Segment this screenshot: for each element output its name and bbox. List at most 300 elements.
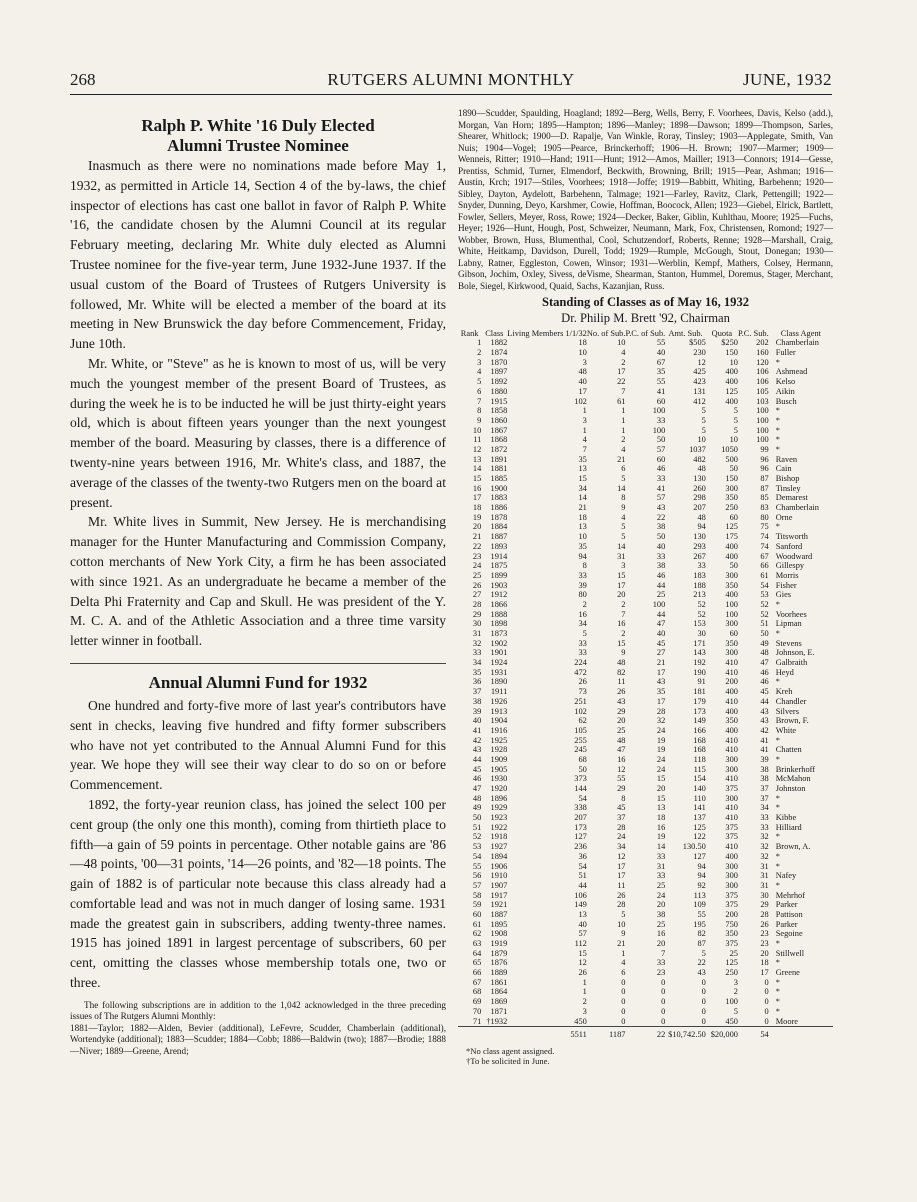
table-cell: 33 — [697, 561, 706, 571]
table-cell: Demarest — [775, 493, 808, 503]
table-cell: 55 — [697, 909, 706, 919]
table-cell: 1908 — [490, 929, 508, 939]
table-row — [458, 571, 833, 581]
table-cell: 1 — [621, 406, 626, 416]
table-cell: 38 — [656, 561, 666, 571]
table-cell: 49 — [472, 803, 482, 813]
table-cell: 224 — [574, 658, 587, 668]
table-cell: 75 — [760, 522, 769, 532]
table-cell: 48 — [697, 512, 706, 522]
table-cell: 57 — [656, 444, 666, 454]
table-cell: 16 — [617, 754, 626, 764]
table-cell: 40 — [656, 348, 666, 358]
table-row — [458, 629, 833, 639]
table-cell: 14 — [656, 842, 666, 852]
table-cell: 750 — [725, 919, 738, 929]
table-cell: 1916 — [490, 725, 508, 735]
table-cell: 1 — [621, 425, 626, 435]
table-cell: 2 — [582, 997, 587, 1007]
table-cell: 55 — [656, 377, 666, 387]
table-cell: 1867 — [490, 425, 508, 435]
table-cell: 251 — [574, 696, 587, 706]
table-cell: 35 — [656, 687, 666, 697]
table-cell: 30 — [472, 619, 482, 629]
table-cell: 22 — [697, 958, 706, 968]
standings-chairman: Dr. Philip M. Brett '92, Chairman — [561, 311, 730, 325]
table-cell: White — [775, 725, 797, 735]
table-cell: 31 — [472, 629, 482, 639]
table-cell: 33 — [656, 474, 666, 484]
table-cell: 46 — [760, 667, 769, 677]
table-cell: 5 — [701, 948, 706, 958]
table-cell: 46 — [656, 464, 666, 474]
table-cell: 40 — [578, 919, 587, 929]
table-cell: Heyd — [775, 667, 794, 677]
table-cell: 54 — [472, 851, 482, 861]
table-cell: 1886 — [490, 503, 508, 513]
table-cell: 38 — [760, 774, 769, 784]
table-cell: 44 — [656, 609, 666, 619]
table-cell: 410 — [725, 842, 738, 852]
table-cell: 300 — [725, 764, 738, 774]
table-cell: 213 — [693, 590, 706, 600]
table-row — [458, 522, 833, 532]
table-cell: 33 — [656, 958, 666, 968]
table-cell: 1919 — [490, 939, 508, 949]
table-cell: 137 — [693, 813, 706, 823]
table-cell: 1904 — [490, 716, 508, 726]
table-cell: 12 — [578, 958, 587, 968]
table-cell: 375 — [725, 832, 738, 842]
table-cell: 192 — [693, 658, 706, 668]
table-cell: 67 — [656, 357, 666, 367]
table-cell: Gies — [775, 590, 792, 600]
left-column — [70, 108, 446, 1057]
table-cell: 36 — [472, 677, 482, 687]
table-cell: 36 — [578, 851, 587, 861]
table-cell: 18 — [578, 338, 587, 348]
table-cell: 102 — [574, 706, 587, 716]
table-cell: 80 — [578, 590, 587, 600]
table-cell: 23 — [656, 968, 666, 978]
table-cell: 100 — [725, 997, 738, 1007]
table-cell: 2 — [621, 435, 626, 445]
table-cell: 171 — [693, 638, 706, 648]
table-cell: 13 — [578, 522, 587, 532]
table-cell: 410 — [725, 774, 738, 784]
table-row — [458, 610, 833, 620]
table-cell: 46 — [760, 677, 769, 687]
table-cell: 40 — [472, 716, 482, 726]
table-cell: 31 — [760, 880, 769, 890]
table-cell: 15 — [472, 474, 482, 484]
table-cell: 1874 — [490, 348, 508, 358]
table-cell: Lipman — [775, 619, 802, 629]
table-cell: * — [775, 406, 780, 416]
table-cell: 46 — [656, 570, 666, 580]
table-cell: 67 — [760, 551, 769, 561]
table-cell: †1932 — [486, 1016, 508, 1026]
table-cell: 175 — [725, 532, 738, 542]
article-title-line-2: Alumni Trustee Nominee — [167, 136, 349, 155]
table-cell: 46 — [472, 774, 482, 784]
table-cell: 300 — [725, 570, 738, 580]
table-cell: Woodward — [775, 551, 813, 561]
table-cell: 35 — [472, 667, 482, 677]
column-header: Quota — [711, 329, 733, 338]
total-cell: 22 — [625, 1027, 665, 1040]
table-row — [458, 387, 833, 397]
table-cell: 1858 — [490, 406, 508, 416]
table-cell: * — [775, 522, 780, 532]
table-cell: 10 — [578, 348, 587, 358]
table-cell: 83 — [760, 503, 769, 513]
table-cell: 1868 — [490, 435, 508, 445]
table-row — [458, 745, 833, 755]
table-cell: 66 — [472, 968, 482, 978]
table-cell: Brown, A. — [775, 842, 811, 852]
table-cell: 43 — [697, 968, 706, 978]
total-cell: $10,742.50 — [665, 1027, 706, 1040]
table-cell: 29 — [472, 609, 482, 619]
table-row — [458, 716, 833, 726]
table-cell: 207 — [693, 503, 706, 513]
table-row — [458, 503, 833, 513]
table-cell: 0 — [621, 987, 626, 997]
table-cell: 100 — [652, 406, 666, 416]
table-cell: 1913 — [490, 706, 508, 716]
table-cell: 3 — [477, 357, 482, 367]
table-cell: Busch — [775, 396, 797, 406]
table-cell: 17 — [656, 667, 666, 677]
subscriptions-list-continued: 1890—Scudder, Spaulding, Hoagland; 1892—Berg, Wells, Berry, F. Voorhees, Davis, Kelso (add.), Morgan, Van Horn; 1895—Hampton; 1896—Manley; 1898—Dawson; 1899—Thompson, Sarles, Shearer, Whitlock; 1900—D. Rapalje, Van Winkle, Roray, Tinsley; 1903—Applegate, Smith, Van Nuis; 1904—Vogel; 1905—Pearce, Brinckerhoff; 1906—H. Brown; 1907—Marmer; 1909—Wenneis, Ritter; 1910—Hand; 1911—Hunt; 1912—Amos, Mailler; 1913—Connors; 1914—Gesse, Prentiss, Schmid, Turner, Elmendorf, Beckwith, Browning, Brill; 1915—Pear, Ashman; 1916—Austin, Krch; 1917—Stiles, Voorhees; 1918—Joffe; 1919—Babbitt, Whiting, Barbehenn; 1920—Sibley, Dayton, Aydelott, Barbehenn, Talmage; 1921—Farley, Ravitz, Clark, Pettengill; 1922—Snyder, Dunning, Deyo, Karshmer, Cowie, Hoffman, Boocock, Allen; 1923—Giebel, Elrick, Bartlett, Fowler, Sellers, Meyer, Ross, Rowe; 1924—Decker, Baker, Giblin, Kuhlthau, Moore; 1925—Fuchs, Heyer; 1926—Hunt, Hough, Post, Schweizer, Neumann, Mark, Fox, Christensen, Romond; 1927—Wobber, Brown, Huss, Blumenthal, Cool, Schutzendorf, Roberts, Renne; 1928—Marshall, Craig, White, Heitkamp, Davidson, Durell, Todd; 1929—Rumple, McGough, Stout, Donegan; 1930—Labny, Ratner, Eggleston, Cowen, Winsor; 1931—Werblin, Kempf, Mathers, Colsey, Hermann, Gibson, Jochim, Oxley, Sivess, deVisme, Shearman, Stanton, Hummel, Doremus, Stager, Merchant, Bole, Siegel, Kirkwood, Quaid, Sachs, Kazanjian, Russ. — [458, 108, 833, 291]
table-cell: 375 — [725, 822, 738, 832]
table-row — [458, 552, 833, 562]
table-cell: 12 — [617, 764, 626, 774]
paragraph: One hundred and forty-five more of last year's contributors have sent in checks, leaving five hundred and fifty former subscribers who have not yet contributed to the Annual Alumni Fund for this year. We hope they will see their way clear to do so on or before Commencement. — [70, 697, 446, 793]
table-cell: 5 — [582, 629, 587, 639]
table-cell: 245 — [574, 745, 587, 755]
table-cell: 20 — [617, 716, 626, 726]
table-cell: 1883 — [490, 493, 508, 503]
total-cell: 1187 — [587, 1027, 626, 1040]
table-cell: 29 — [617, 706, 626, 716]
table-row — [458, 958, 833, 968]
table-cell: 25 — [617, 725, 626, 735]
table-cell: * — [775, 987, 780, 997]
table-cell: 143 — [693, 648, 706, 658]
table-cell: 410 — [725, 745, 738, 755]
table-cell: 11 — [617, 677, 626, 687]
table-cell: 1050 — [721, 444, 738, 454]
table-cell: 33 — [578, 648, 587, 658]
table-cell: * — [775, 832, 780, 842]
table-cell: 24 — [656, 754, 666, 764]
table-cell: 375 — [725, 939, 738, 949]
table-cell: 1902 — [490, 638, 508, 648]
table-cell: 23 — [760, 939, 769, 949]
table-cell: 450 — [574, 1016, 587, 1026]
table-cell: 17 — [617, 871, 626, 881]
table-cell: 125 — [725, 958, 738, 968]
table-cell: 50 — [578, 764, 587, 774]
table-cell: 48 — [697, 464, 706, 474]
table-cell: 1930 — [490, 774, 508, 784]
table-cell: 195 — [693, 919, 706, 929]
table-cell: 26 — [617, 890, 626, 900]
table-row — [458, 668, 833, 678]
table-cell: 43 — [656, 503, 666, 513]
table-cell: 17 — [472, 493, 482, 503]
table-cell: 1037 — [689, 444, 706, 454]
table-cell: 34 — [617, 842, 626, 852]
table-cell: 300 — [725, 483, 738, 493]
table-cell: 28 — [760, 909, 769, 919]
table-cell: 74 — [760, 541, 769, 551]
table-cell: 106 — [574, 890, 587, 900]
table-cell: 2 — [621, 629, 626, 639]
table-cell: 37 — [617, 813, 626, 823]
table-cell: 3 — [582, 357, 587, 367]
table-cell: 0 — [661, 977, 666, 987]
table-cell: 350 — [725, 929, 738, 939]
table-row — [458, 910, 833, 920]
table-cell: 0 — [661, 1016, 666, 1026]
table-cell: Tinsley — [775, 483, 801, 493]
table-cell: 1918 — [490, 832, 508, 842]
table-cell: 127 — [574, 832, 587, 842]
table-cell: 150 — [725, 348, 738, 358]
table-cell: 10 — [729, 357, 738, 367]
table-cell: 1887 — [490, 909, 508, 919]
table-row — [458, 474, 833, 484]
table-cell: 87 — [697, 939, 706, 949]
table-cell: 37 — [472, 687, 482, 697]
total-cell: 5511 — [507, 1027, 587, 1040]
table-cell: Pattison — [775, 909, 803, 919]
table-cell: 33 — [578, 638, 587, 648]
table-cell: 54 — [760, 580, 769, 590]
table-cell: 130 — [693, 474, 706, 484]
table-cell: 18 — [578, 512, 587, 522]
table-cell: 57 — [472, 880, 482, 890]
table-cell: 168 — [693, 735, 706, 745]
table-row — [458, 590, 833, 600]
table-cell: 375 — [725, 784, 738, 794]
table-cell: Hilliard — [775, 822, 802, 832]
table-cell: 33 — [656, 871, 666, 881]
table-cell: 56 — [472, 871, 482, 881]
table-cell: 63 — [472, 939, 482, 949]
table-cell: 28 — [617, 900, 626, 910]
table-cell: * — [775, 977, 780, 987]
table-cell: 61 — [760, 570, 769, 580]
table-cell: McMahon — [775, 774, 811, 784]
table-row — [458, 881, 833, 891]
table-cell: 6 — [477, 386, 482, 396]
table-cell: 200 — [725, 677, 738, 687]
table-cell: Voorhees — [775, 609, 807, 619]
column-header: Amt. Sub. — [668, 329, 703, 338]
table-cell: 5 — [733, 406, 738, 416]
table-cell: 1925 — [490, 735, 508, 745]
table-cell: Johnston — [775, 784, 806, 794]
table-cell: 33 — [760, 822, 769, 832]
table-row — [458, 832, 833, 842]
table-cell: 23 — [472, 551, 482, 561]
table-cell: 0 — [661, 1006, 666, 1016]
table-cell: Kelso — [775, 377, 796, 387]
table-cell: 38 — [472, 696, 482, 706]
table-cell: 118 — [693, 754, 706, 764]
table-cell: 92 — [697, 880, 706, 890]
table-cell: 7 — [621, 609, 626, 619]
table-cell: 0 — [764, 1016, 769, 1026]
table-cell: 1921 — [490, 900, 508, 910]
table-cell: 0 — [701, 1006, 706, 1016]
table-cell: 3 — [582, 1006, 587, 1016]
table-cell: 141 — [693, 803, 706, 813]
table-cell: 48 — [617, 658, 626, 668]
table-cell: 1881 — [490, 464, 508, 474]
table-cell: 1915 — [490, 396, 508, 406]
table-cell: 8 — [477, 406, 482, 416]
table-cell: 100 — [756, 406, 769, 416]
table-row — [458, 852, 833, 862]
table-cell: 13 — [656, 803, 666, 813]
table-cell: 5 — [621, 522, 626, 532]
table-cell: 31 — [760, 861, 769, 871]
table-row — [458, 367, 833, 377]
table-cell: 1898 — [490, 619, 508, 629]
table-row — [458, 426, 833, 436]
table-cell: 44 — [760, 696, 769, 706]
table-cell: 38 — [760, 764, 769, 774]
table-row — [458, 445, 833, 455]
table-cell: 99 — [760, 444, 769, 454]
table-cell: 69 — [472, 997, 482, 1007]
table-cell: 410 — [725, 735, 738, 745]
table-row — [458, 561, 833, 571]
table-cell: 35 — [578, 454, 587, 464]
table-cell: 24 — [656, 764, 666, 774]
table-cell: 1876 — [490, 958, 508, 968]
table-cell: 27 — [656, 648, 666, 658]
table-cell: 1901 — [490, 648, 508, 658]
table-cell: Bishop — [775, 474, 800, 484]
table-cell: 0 — [764, 987, 769, 997]
table-cell: 127 — [693, 851, 706, 861]
table-cell: 300 — [725, 861, 738, 871]
article-title-fund: Annual Alumni Fund for 1932 — [148, 672, 368, 692]
table-cell: 13 — [472, 454, 482, 464]
table-cell: 400 — [725, 396, 738, 406]
table-cell: 33 — [656, 415, 666, 425]
table-cell: 12 — [472, 444, 482, 454]
table-cell: 21 — [656, 658, 666, 668]
column-header: Class — [485, 329, 504, 338]
table-cell: 181 — [693, 687, 706, 697]
table-cell: 10 — [617, 338, 626, 348]
table-cell: 300 — [725, 793, 738, 803]
table-cell: 1917 — [490, 890, 508, 900]
total-cell — [458, 1027, 481, 1040]
table-cell: 4 — [582, 435, 587, 445]
table-cell: 1927 — [490, 842, 508, 852]
right-column — [458, 108, 833, 1067]
table-cell: 1 — [582, 977, 587, 987]
table-cell: 375 — [725, 900, 738, 910]
table-cell: 1887 — [490, 532, 508, 542]
table-cell: 8 — [621, 793, 626, 803]
table-cell: 400 — [725, 377, 738, 387]
table-cell: 32 — [760, 851, 769, 861]
total-cell: $20,000 — [706, 1027, 738, 1040]
table-cell: 400 — [725, 687, 738, 697]
table-cell: 1922 — [490, 822, 508, 832]
table-cell: 122 — [693, 832, 706, 842]
table-row — [458, 929, 833, 939]
table-cell: Morris — [775, 570, 799, 580]
table-cell: 16 — [656, 929, 666, 939]
paragraph: Mr. White lives in Summit, New Jersey. He is merchandising manager for the Hunter Manufacturing and Commission Company, cotton merchants of New York City, a firm he has been associated with since 1921. As an undergraduate he became a member of the Delta Phi Fraternity and Cap and Skull. He was president of the Y. M. C. A. and of the Athletic Association and a three time varsity letter winner in football. — [70, 514, 446, 649]
table-cell: 33 — [656, 851, 666, 861]
table-cell: 35 — [656, 367, 666, 377]
table-cell: 16 — [472, 483, 482, 493]
table-cell: 400 — [725, 551, 738, 561]
table-cell: 21 — [578, 503, 587, 513]
table-cell: 22 — [656, 512, 666, 522]
table-cell: 20 — [656, 784, 666, 794]
table-cell: 10 — [578, 532, 587, 542]
table-cell: 29 — [760, 900, 769, 910]
table-cell: Chamberlain — [775, 503, 819, 513]
table-cell: 45 — [472, 764, 482, 774]
table-cell: 25 — [729, 948, 738, 958]
table-cell: 1911 — [490, 687, 508, 697]
table-cell: 24 — [472, 561, 482, 571]
table-cell: 85 — [760, 493, 769, 503]
table-cell: 410 — [725, 803, 738, 813]
table-row — [458, 968, 833, 978]
table-cell: 24 — [656, 890, 666, 900]
table-cell: Galbraith — [775, 658, 808, 668]
table-cell: 80 — [760, 512, 769, 522]
table-cell: 58 — [472, 890, 482, 900]
table-cell: Brinkerhoff — [775, 764, 816, 774]
table-cell: Aikin — [775, 386, 795, 396]
table-cell: * — [775, 435, 780, 445]
table-cell: 112 — [574, 939, 587, 949]
table-cell: 5 — [701, 406, 706, 416]
table-cell: 15 — [656, 774, 666, 784]
table-cell: 38 — [656, 909, 666, 919]
table-cell: 1878 — [490, 512, 508, 522]
column-header: P.C. Sub. — [737, 329, 769, 338]
table-cell: 300 — [725, 754, 738, 764]
table-cell: 51 — [760, 619, 769, 629]
table-cell: 21 — [472, 532, 482, 542]
table-cell: 38 — [656, 522, 666, 532]
table-cell: 2 — [582, 599, 587, 609]
table-cell: 34 — [472, 658, 482, 668]
table-cell: 39 — [760, 754, 769, 764]
table-cell: 15 — [578, 948, 587, 958]
table-cell: 17 — [617, 580, 626, 590]
table-row — [458, 532, 833, 542]
table-cell: 373 — [574, 774, 587, 784]
table-cell: 50 — [656, 532, 666, 542]
